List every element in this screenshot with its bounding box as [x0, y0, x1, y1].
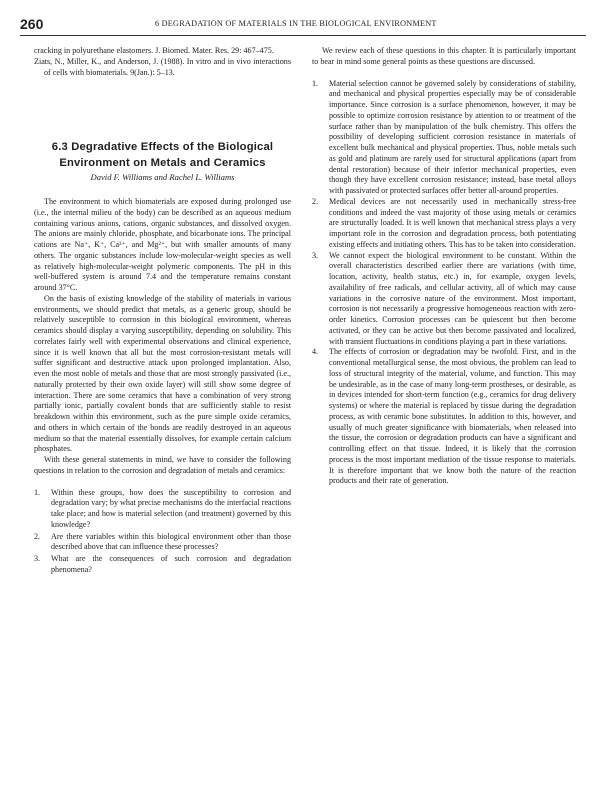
list-number: 4. — [312, 347, 319, 357]
list-item — [312, 197, 576, 251]
list-item — [34, 488, 291, 531]
list-number: 1. — [312, 78, 319, 88]
header-rule — [20, 35, 586, 36]
question-list — [34, 488, 291, 576]
body-paragraph: We review each of these questions in this chapter. It is particularly important to bear in mind some general points as these questions are discussed. — [312, 46, 576, 66]
list-number: 1. — [34, 487, 41, 497]
list-text: Are there variables within this biological environment other than those described above that can influence these processes? — [51, 531, 291, 552]
points-list — [312, 79, 576, 488]
list-text: Medical devices are not necessarily used in mechanically stress-free conditions and indeed the vast majority of those using metals or ceramics are structurally loaded. It is well known that mechanical stress plays a very important role in the corrosion and degradation process, both potentiating existing effects and initiating others. This has to be taken into consideration. — [329, 196, 576, 249]
list-item — [34, 532, 291, 554]
list-text: Material selection cannot be governed solely by considerations of stability, and mechanical and physical properties especially may be of considerable importance. Since corrosion is a surface phenomenon, however, it may be possible to optimize corrosion resistance by attention to or treatment of the surface rather than by manipulation of the bulk chemistry. This offers the possibility of developing sufficient corrosion resistance in materials of excellent bulk mechanical and physical properties. Thus, noble metals such as gold and platinum are rarely used for structural applications (apart from dental restoration) because of their inferior mechanical properties, even though they have excellent corrosion resistance; instead, base metal alloys with passivated or protected surfaces offer better all-around properties. — [329, 78, 576, 195]
list-item — [312, 251, 576, 348]
body-paragraph: The environment to which biomaterials are exposed during prolonged use (i.e., the internal milieu of the body) can be described as an aqueous medium containing various anions, cations, organic substances, and dissolved oxygen. The anions are mainly chloride, phosphate, and bicarbonate ions. The principal cations are Na⁺, K⁺, Ca²⁺, and Mg²⁺, but with smaller amounts of many others. The organic substances include low-molecular-weight species as well as relatively high-molecular-weight polymeric components. The pH in this well-buffered system is around 7.4 and the temperature remains constant around 37°C. — [34, 197, 291, 292]
page-header — [20, 16, 586, 34]
list-text: Within these groups, how does the susceptibility to corrosion and degradation vary; by what precise mechanisms do the interfacial reactions take place; and how is material selection (and treatment) governed by this knowledge? — [51, 487, 291, 529]
page-number: 260 — [20, 16, 44, 32]
list-number: 3. — [312, 250, 319, 260]
section-title-text: 6.3 Degradative Effects of the Biological Environment on Metals and Ceramics — [51, 141, 274, 169]
list-text: The effects of corrosion or degradation may be twofold. First, and in the conventional metallurgical sense, the most obvious, the problem can lead to loss of structural integrity of the material, volume, and function. This may be undesirable, as in the case of many long-term prostheses, or desirable, as in devices intended for short-term function (e.g., ceramics for drug delivery systems) or where the material is replaced by tissue during the degradation process, as with ceramic bone substitutes. In addition to this, however, and usually of much greater significance with biomaterials, when released into the tissue, the corrosion or degradation products can have a significant and controlling effect on that tissue. Indeed, it is likely that the corrosion process is the most important mediation of the tissue response to materials. It is therefore important that we know both the nature of the reaction products and their rate of generation. — [329, 347, 576, 486]
list-item — [312, 79, 576, 197]
list-text: We cannot expect the biological environment to be constant. Within the overall characteristics described earlier there are variations (with time, location, activity, health status, etc.) in, for example, oxygen levels, availability of free radicals, and cellular activity, all of which may cause variations in the corrosive nature of the environment. Most important, corrosion is not necessarily a progressive homogeneous reaction with zero-order kinetics. Corrosion processes can be quiescent but then become activated, or they can be active but then become passivated and localized, with transient fluctuations in conditions playing a part in these variations. — [329, 250, 576, 346]
list-item — [312, 347, 576, 487]
body-paragraph: With these general statements in mind, we have to consider the following questions in relation to the corrosion and degradation of metals and ceramics: — [34, 455, 291, 475]
left-column — [34, 46, 291, 577]
body-paragraph: On the basis of existing knowledge of the stability of materials in various environments, we should predict that metals, as a generic group, should be relatively susceptible to corrosion in this biological environment, whereas ceramics should display a varying susceptibility, depending on solubility. This correlates fairly well with experimental observations and clinical experience, since it is well known that all but the most corrosion-resistant metals will suffer significant and destructive attack upon prolonged implantation. Also, even the most noble of metals and those that are most strongly passivated (i.e., naturally protected by their own oxide layer) will still show some degree of interaction. There are some ceramics that have a combination of very strong partially ionic, partially covalent bonds that are sufficiently stable to resist breakdown within this environment, such as the pure simple oxide ceramics, and others in which certain of the bonds are readily destroyed in an aqueous medium so that the material essentially dissolves, for example certain calcium phosphates. — [34, 293, 291, 454]
list-number: 2. — [34, 531, 41, 541]
reference-entry: Ziats, N., Miller, K., and Anderson, J. (1988). In vitro and in vivo interactions of cells with biomaterials. 9(Jan.): 5–13. — [34, 56, 291, 77]
list-number: 3. — [34, 554, 41, 563]
right-column — [312, 46, 576, 487]
running-head: 6 DEGRADATION OF MATERIALS IN THE BIOLOGICAL ENVIRONMENT — [155, 19, 437, 28]
section-title — [34, 140, 291, 171]
list-number: 2. — [312, 196, 319, 206]
section-authors: David F. Williams and Rachel L. Williams — [90, 172, 235, 183]
list-item — [34, 554, 291, 576]
reference-entry: cracking in polyurethane elastomers. J. Biomed. Mater. Res. 29: 467–475. — [34, 46, 274, 55]
list-text: What are the consequences of such corrosion and degradation phenomena? — [51, 554, 291, 574]
